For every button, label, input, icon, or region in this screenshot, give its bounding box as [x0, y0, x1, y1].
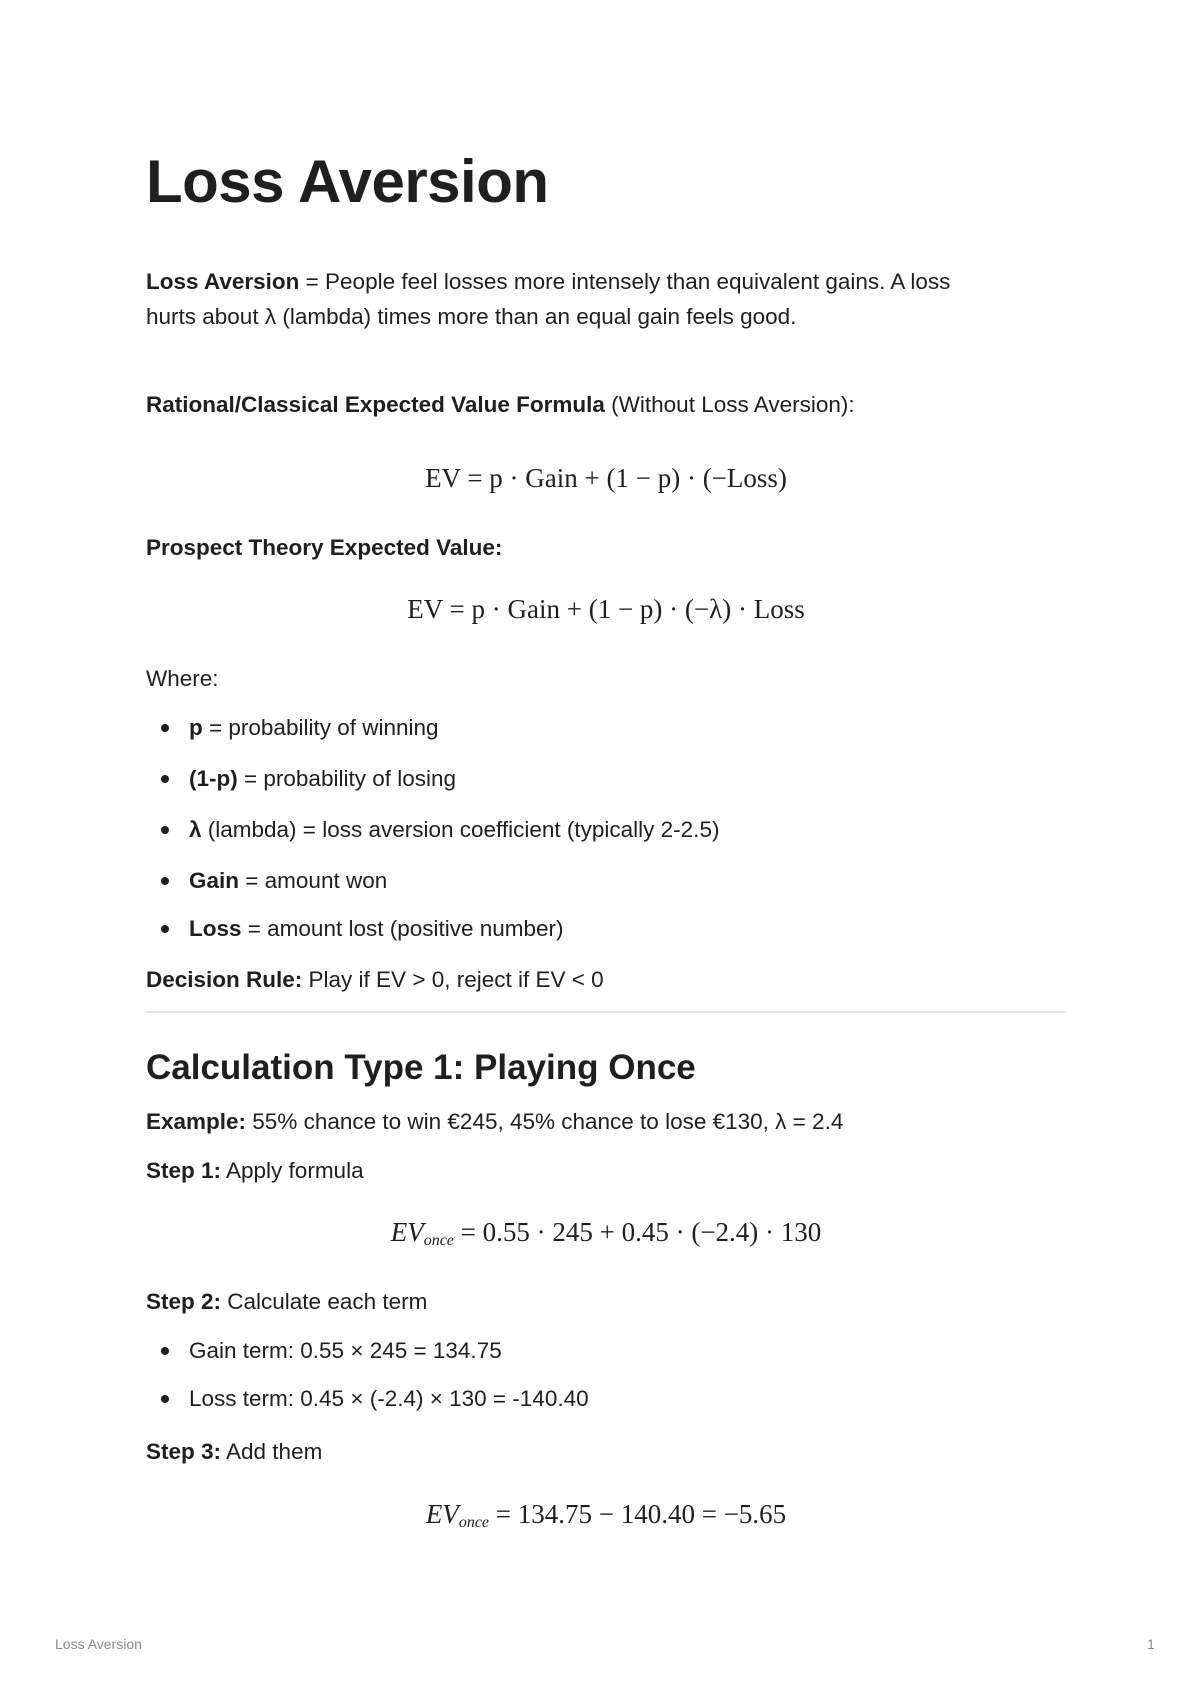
definition-term: (1-p): [189, 766, 238, 791]
ev-subscript: once: [423, 1232, 454, 1249]
example-label: Example:: [146, 1109, 247, 1134]
decision-rule-label: Decision Rule:: [146, 967, 303, 992]
list-item: Loss term: 0.45 × (-2.4) × 130 = -140.40: [146, 1381, 589, 1416]
step1-formula-body: = 0.55 · 245 + 0.45 · (−2.4) · 130: [460, 1217, 822, 1247]
intro-text-line2: hurts about λ (lambda) times more than an equal gain feels good.: [146, 304, 797, 329]
definition-term: p: [189, 715, 203, 740]
list-item: [146, 911, 719, 946]
step3-line: [146, 1434, 322, 1469]
ev-symbol: EV: [390, 1217, 424, 1247]
page-title: Loss Aversion: [146, 148, 549, 215]
rational-label-bold: Rational/Classical Expected Value Formula: [146, 392, 605, 417]
example-line: [146, 1104, 843, 1139]
step1-text: Apply formula: [221, 1158, 364, 1183]
list-item: [146, 812, 719, 847]
step3-text: Add them: [221, 1439, 323, 1464]
terms-list: [146, 1333, 589, 1416]
definition-text: (lambda) = loss aversion coefficient (typically 2-2.5): [201, 817, 720, 842]
definition-text: = probability of winning: [202, 715, 439, 740]
step3-formula: [146, 1496, 1066, 1541]
rational-label: [146, 387, 855, 422]
step1-label: Step 1:: [146, 1158, 222, 1183]
where-label: Where:: [146, 666, 219, 691]
definition-term: Loss: [189, 916, 242, 941]
ev-subscript: once: [458, 1514, 490, 1531]
step2-line: [146, 1284, 427, 1319]
example-text: 55% chance to win €245, 45% chance to lose €130, λ = 2.4: [246, 1109, 844, 1134]
rational-formula: EV = p · Gain + (1 − p) · (−Loss): [425, 463, 787, 493]
section-heading: Calculation Type 1: Playing Once: [146, 1048, 696, 1087]
intro-paragraph: [146, 264, 950, 334]
footer-title: Loss Aversion: [55, 1636, 142, 1652]
step1-formula: [146, 1214, 1066, 1259]
step3-formula-body: = 134.75 − 140.40 = −5.65: [495, 1499, 787, 1529]
definitions-list: [146, 710, 719, 946]
definition-text: = probability of losing: [237, 766, 457, 791]
intro-text-line1: = People feel losses more intensely than equivalent gains. A loss: [299, 269, 951, 294]
list-item: Gain term: 0.55 × 245 = 134.75: [146, 1333, 589, 1368]
step3-label: Step 3:: [146, 1439, 222, 1464]
list-item: [146, 710, 719, 745]
list-item: [146, 863, 719, 898]
intro-term: Loss Aversion: [146, 269, 300, 294]
prospect-label: [146, 530, 502, 565]
list-item: [146, 761, 719, 796]
prospect-formula: EV = p · Gain + (1 − p) · (−λ) · Loss: [407, 594, 805, 624]
step1-line: [146, 1153, 364, 1188]
step2-label: Step 2:: [146, 1289, 222, 1314]
ev-symbol: EV: [425, 1499, 459, 1529]
section-divider: [146, 1011, 1066, 1013]
step2-text: Calculate each term: [221, 1289, 428, 1314]
definition-term: λ: [189, 817, 202, 842]
definition-text: = amount lost (positive number): [241, 916, 564, 941]
prospect-label-bold: Prospect Theory Expected Value:: [146, 535, 503, 560]
footer-page-number: 1: [1147, 1636, 1155, 1652]
definition-term: Gain: [189, 868, 240, 893]
rational-label-rest: (Without Loss Aversion):: [604, 392, 855, 417]
decision-rule: [146, 962, 604, 997]
definition-text: = amount won: [239, 868, 388, 893]
decision-rule-text: Play if EV > 0, reject if EV < 0: [302, 967, 604, 992]
